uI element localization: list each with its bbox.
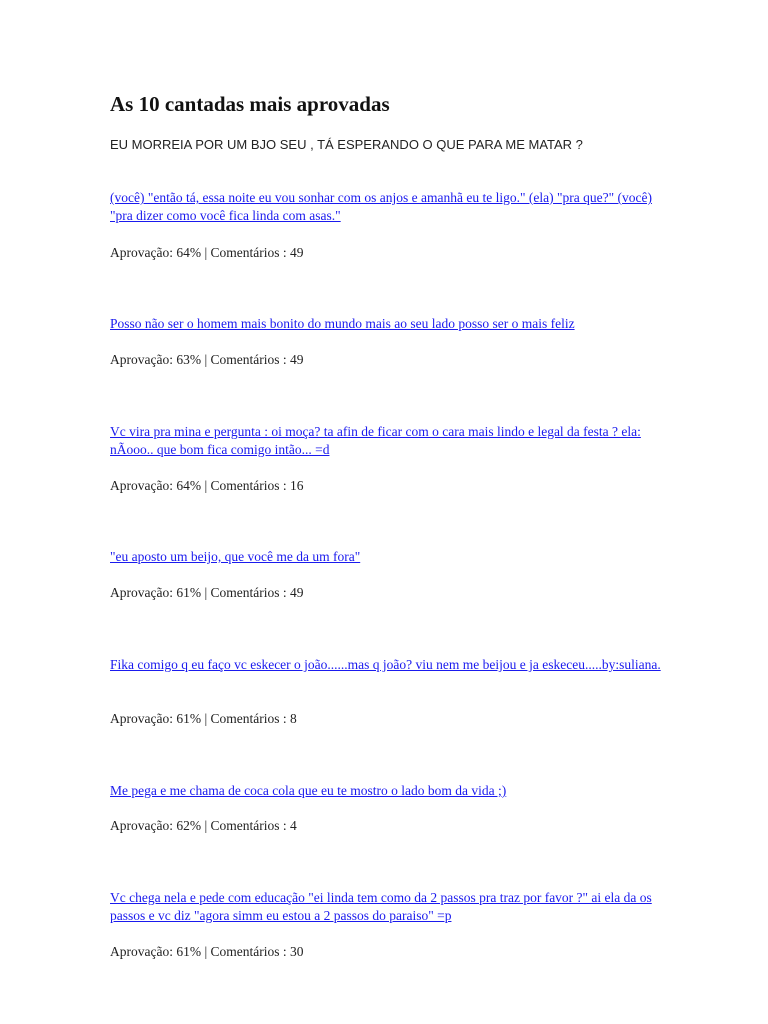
entry-stats: Aprovação: 61% | Comentários : 30 — [110, 944, 304, 959]
pickup-line-link[interactable]: Fika comigo q eu faço vc eskecer o joão......mas q joão? viu nem me beijou e ja eskeceu.....by:suliana. — [110, 657, 661, 672]
pickup-line-link[interactable]: Vc chega nela e pede com educação "ei linda tem como da 2 passos pra traz por favor ?" ai ela da os passos e vc diz "agora simm eu estou a 2 passos do paraiso" =p — [110, 890, 652, 923]
entry-stats: Aprovação: 62% | Comentários : 4 — [110, 818, 297, 833]
pickup-line-link[interactable]: "eu aposto um beijo, que você me da um fora" — [110, 549, 361, 564]
entry-stats: Aprovação: 61% | Comentários : 8 — [110, 711, 297, 726]
pickup-line-link[interactable]: Me pega e me chama de coca cola que eu te mostro o lado bom da vida ;) — [110, 783, 507, 798]
pickup-line-link[interactable]: Vc vira pra mina e pergunta : oi moça? ta afin de ficar com o cara mais lindo e legal da festa ? ela: nÃooo.. que bom fica comigo intão... =d — [110, 424, 641, 457]
page-title: As 10 cantadas mais aprovadas — [110, 92, 390, 116]
entry-stats: Aprovação: 64% | Comentários : 49 — [110, 245, 304, 260]
entry-stats: Aprovação: 64% | Comentários : 16 — [110, 478, 304, 493]
entry-stats: Aprovação: 63% | Comentários : 49 — [110, 352, 304, 367]
pickup-line-link[interactable]: (você) "então tá, essa noite eu vou sonhar com os anjos e amanhã eu te ligo." (ela) "pra que?" (você) "pra dizer como você fica linda com asas." — [110, 190, 652, 223]
pickup-line-link[interactable]: Posso não ser o homem mais bonito do mundo mais ao seu lado posso ser o mais feliz — [110, 316, 575, 331]
entry-stats: Aprovação: 61% | Comentários : 49 — [110, 585, 304, 600]
page-subtitle: EU MORREIA POR UM BJO SEU , TÁ ESPERANDO O QUE PARA ME MATAR ? — [110, 137, 583, 152]
